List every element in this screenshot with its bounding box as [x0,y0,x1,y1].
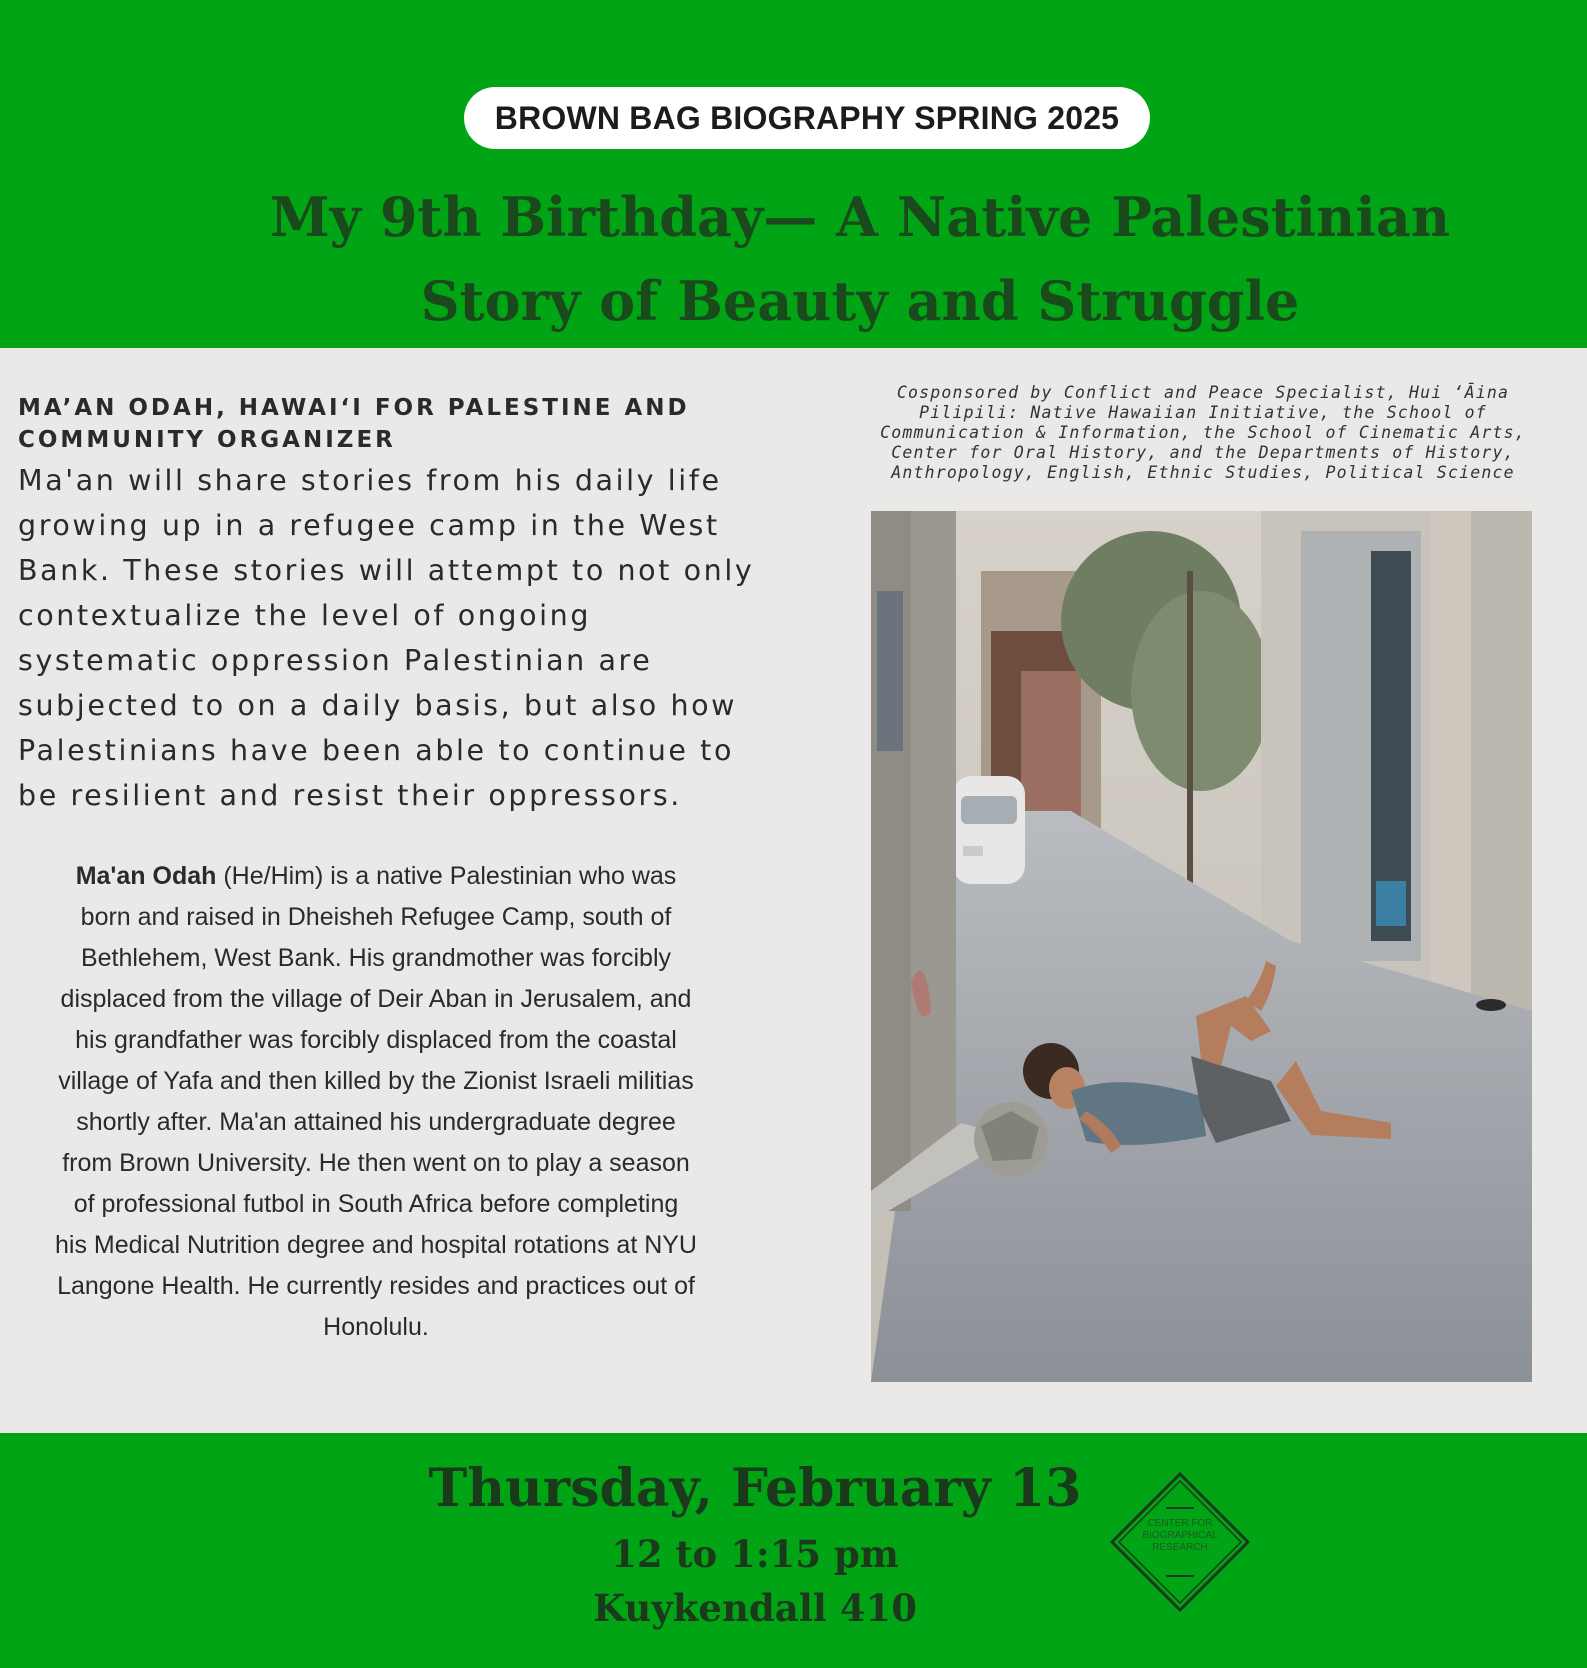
bio-line [20,856,732,897]
bio-line: his grandfather was forcibly displaced from the coastal [75,1026,677,1054]
bio-line: shortly after. Ma'an attained his undergraduate degree [76,1108,676,1136]
event-title-line-1: My 9th Birthday— A Native Palestinian [269,185,1451,249]
bio-line-text: (He/Him) is a native Palestinian who was [216,862,677,890]
cosponsors-note [838,383,1568,483]
bio-line: village of Yafa and then killed by the Zionist Israeli militias [58,1067,694,1095]
summary-line: be resilient and resist their oppressors. [18,779,682,812]
bio-line: his Medical Nutrition degree and hospital rotations at NYU [54,1231,697,1259]
talk-summary [18,458,838,818]
logo-line-2: BIOGRAPHICAL [1142,1530,1218,1541]
event-title [180,175,1540,343]
logo-line-1: CENTER FOR [1147,1518,1213,1529]
center-logo-text [1133,1518,1227,1554]
bio-line: Bethlehem, West Bank. His grandmother was forcibly [80,944,672,972]
event-time: 12 to 1:15 pm [611,1532,899,1576]
cosponsors-line: Pilipili: Native Hawaiian Initiative, the School of [919,403,1487,422]
series-badge [464,87,1150,149]
event-photo [871,511,1532,1382]
cosponsors-line: Anthropology, English, Ethnic Studies, Political Science [891,463,1515,482]
speaker-affiliation-line-2: COMMUNITY ORGANIZER [18,427,396,453]
bio-name: Ma'an Odah [75,862,217,890]
bio-line: Honolulu. [323,1313,429,1341]
cosponsors-line: Cosponsored by Conflict and Peace Specialist, Hui ʻĀina [896,383,1510,402]
summary-line: contextualize the level of ongoing [18,599,592,632]
event-location: Kuykendall 410 [593,1586,917,1630]
cosponsors-line: Center for Oral History, and the Departments of History, [891,443,1515,462]
bio-line: from Brown University. He then went on to play a season [62,1149,690,1177]
summary-line: subjected to on a daily basis, but also how [18,689,738,722]
bio-line: displaced from the village of Deir Aban in Jerusalem, and [60,985,692,1013]
speaker-affiliation-line-1: MA’AN ODAH, HAWAI‘I FOR PALESTINE AND [18,395,690,421]
bio-line: Langone Health. He currently resides and practices out of [57,1272,695,1300]
event-date: Thursday, February 13 [428,1458,1082,1519]
cosponsors-line: Communication & Information, the School of Cinematic Arts, [880,423,1526,442]
bio-line: born and raised in Dheisheh Refugee Camp, south of [80,903,672,931]
series-label: BROWN BAG BIOGRAPHY SPRING 2025 [494,99,1120,136]
summary-line: Bank. These stories will attempt to not only [18,554,755,587]
summary-line: growing up in a refugee camp in the West [18,509,720,542]
logo-line-3: RESEARCH [1152,1542,1208,1553]
summary-line: Ma'an will share stories from his daily life [18,464,722,497]
speaker-bio [20,856,732,1348]
summary-line: systematic oppression Palestinian are [18,644,653,677]
speaker-affiliation [18,392,778,456]
event-title-line-2: Story of Beauty and Struggle [420,269,1300,333]
summary-line: Palestinians have been able to continue to [18,734,734,767]
bio-line: of professional futbol in South Africa before completing [73,1190,679,1218]
